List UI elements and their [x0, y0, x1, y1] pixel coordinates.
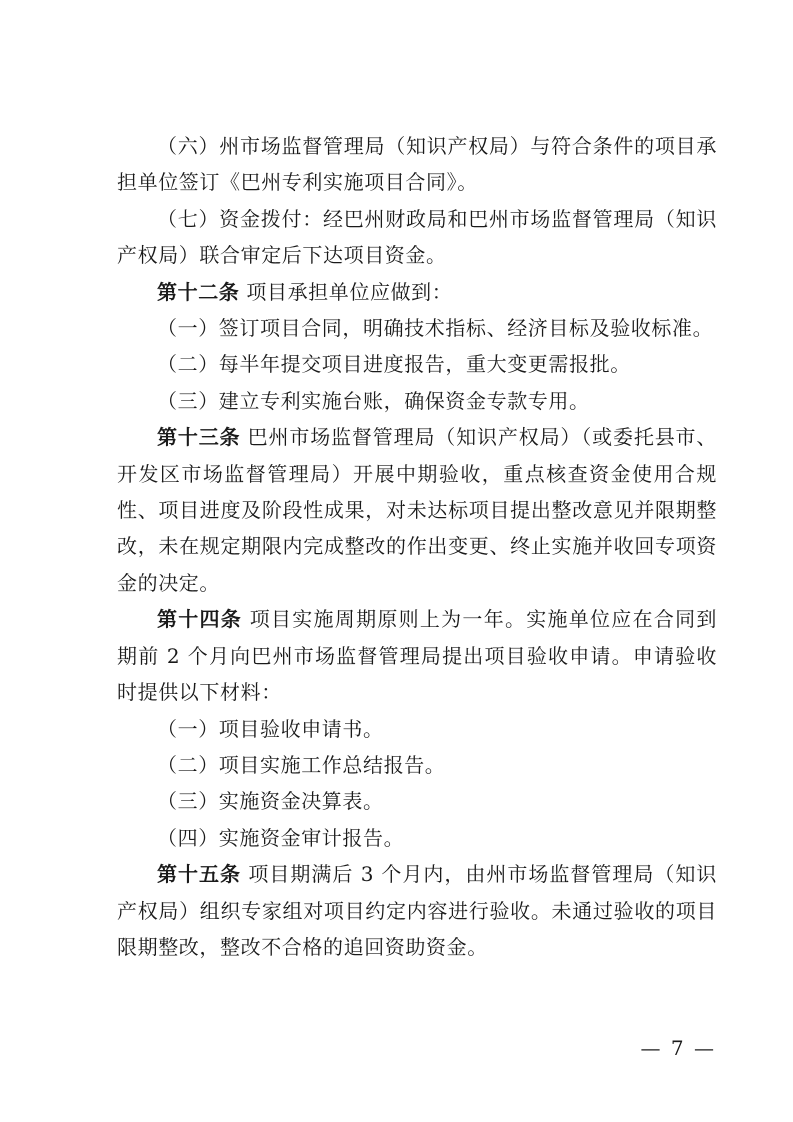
article-heading: 第十四条	[157, 607, 243, 632]
paragraph-text: 项目期满后 3 个月内，由州市场监督管理局（知识产权局）组织专家组对项目约定内容进行验收。未通过验收的项目限期整改，整改不合格的追回资助资金。	[117, 862, 717, 959]
article-14-item-4	[117, 820, 717, 856]
paragraph-text: （三）实施资金决算表。	[157, 789, 384, 814]
article-heading: 第十三条	[157, 425, 241, 450]
article-14-item-3	[117, 783, 717, 819]
paragraph-text: （一）签订项目合同，明确技术指标、经济目标及验收标准。	[157, 316, 714, 341]
paragraph-text: （三）建立专利实施台账，确保资金专款专用。	[157, 388, 590, 413]
article-heading: 第十二条	[157, 279, 240, 304]
paragraph-text: （二）项目实施工作总结报告。	[157, 752, 446, 777]
article-14-item-2	[117, 747, 717, 783]
paragraph-text: （一）项目验收申请书。	[157, 716, 384, 741]
paragraph-item-6	[117, 128, 717, 201]
article-12-item-2	[117, 346, 717, 382]
paragraph-text: 项目承担单位应做到：	[239, 279, 453, 304]
article-12-item-1	[117, 310, 717, 346]
document-body	[117, 128, 717, 965]
article-12	[117, 274, 717, 310]
paragraph-text: （六）州市场监督管理局（知识产权局）与符合条件的项目承担单位签订《巴州专利实施项目合同》。	[117, 134, 717, 195]
article-13	[117, 419, 717, 601]
article-14	[117, 601, 717, 710]
paragraph-text: （四）实施资金审计报告。	[157, 825, 405, 850]
page-number: — 7 —	[640, 1036, 716, 1060]
paragraph-text: （二）每半年提交项目进度报告，重大变更需报批。	[157, 352, 631, 377]
paragraph-item-7	[117, 201, 717, 274]
paragraph-text: （七）资金拨付：经巴州财政局和巴州市场监督管理局（知识产权局）联合审定后下达项目资金。	[117, 206, 717, 268]
paragraph-text: 巴州市场监督管理局（知识产权局）（或委托县市、开发区市场监督管理局）开展中期验收，重点核查资金使用合规性、项目进度及阶段性成果，对未达标项目提出整改意见并限期整改，未在规定期限内完成整改的作出变更、终止实施并收回专项资金的决定。	[117, 425, 717, 595]
paragraph-text: 项目实施周期原则上为一年。实施单位应在合同到期前 2 个月向巴州市场监督管理局提出项目验收申请。申请验收时提供以下材料：	[117, 607, 717, 705]
article-12-item-3	[117, 383, 717, 419]
article-heading: 第十五条	[157, 862, 241, 887]
article-15	[117, 856, 717, 965]
article-14-item-1	[117, 711, 717, 747]
